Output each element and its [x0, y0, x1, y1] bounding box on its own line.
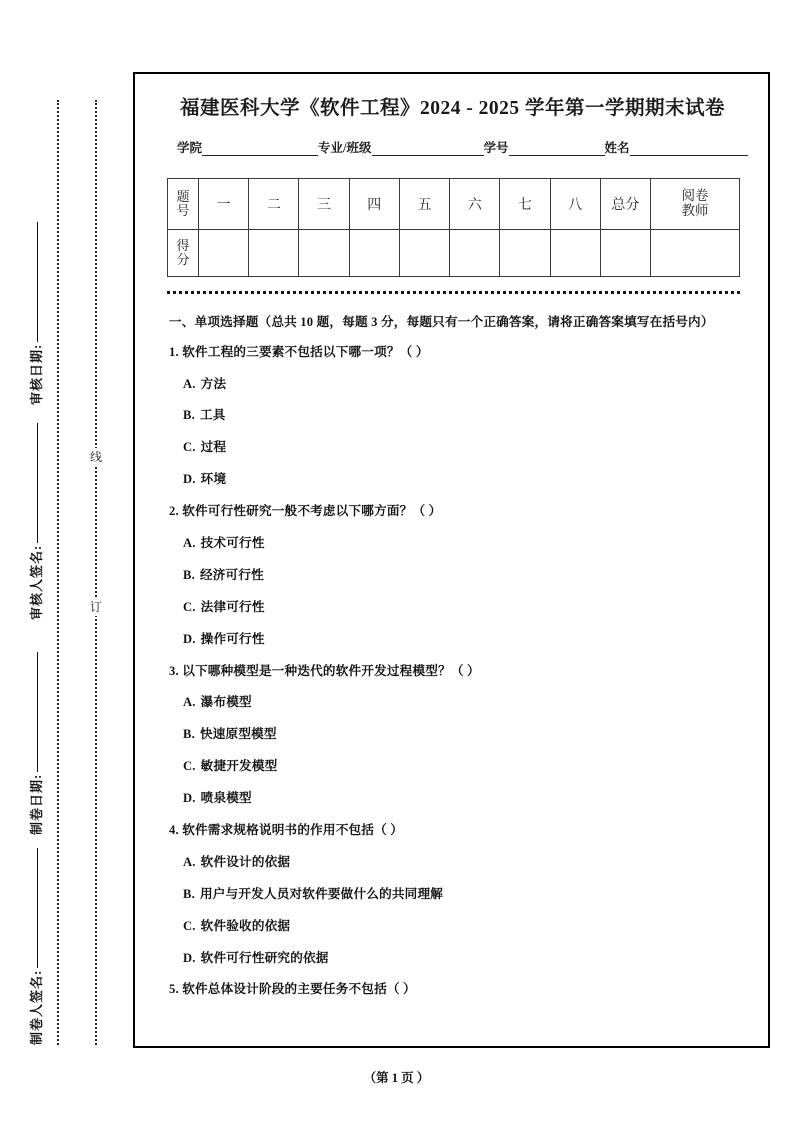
question-3-stem: 3. 以下哪种模型是一种迭代的软件开发过程模型？（ ） — [169, 663, 480, 678]
question-4-option-a-text: 软件设计的依据 — [200, 854, 291, 869]
question-3-option-a-key: A. — [183, 695, 196, 710]
margin-label-production-date-text: 制卷日期: — [29, 773, 44, 835]
score-cell-2[interactable] — [249, 230, 299, 277]
student-identity-row — [155, 138, 750, 156]
question-2-option-b-text: 经济可行性 — [199, 567, 264, 582]
question-1-option-d-key: D. — [183, 472, 196, 487]
question-4-option-c[interactable] — [183, 917, 734, 936]
left-margin-zone — [0, 0, 133, 1122]
margin-label-review-date-text: 审核日期: — [29, 343, 44, 405]
question-4-option-b-text: 用户与开发人员对软件要做什么的共同理解 — [199, 886, 444, 901]
score-table-rowhead-question-line1: 题 — [176, 189, 190, 205]
question-2-option-c[interactable] — [183, 598, 734, 617]
question-3-option-d-key: D. — [183, 791, 196, 806]
score-cell-grader[interactable] — [651, 230, 740, 277]
page-footer: （第 1 页 ） — [363, 1071, 430, 1085]
question-5-stem: 5. 软件总体设计阶段的主要任务不包括（ ） — [169, 982, 416, 997]
question-4-option-b-key: B. — [183, 886, 195, 901]
question-3-option-c-text: 敏捷开发模型 — [200, 759, 278, 774]
question-2-option-b-key: B. — [183, 567, 195, 582]
score-table-wrapper — [155, 178, 750, 277]
question-1-option-c-text: 过程 — [200, 440, 227, 455]
question-3-option-a-text: 瀑布模型 — [200, 695, 252, 710]
score-table-col-5: 五 — [399, 179, 449, 230]
page-title: 福建医科大学《软件工程》2024 - 2025 学年第一学期期末试卷 — [179, 98, 726, 119]
question-3-option-d-text: 喷泉模型 — [200, 791, 252, 806]
question-2-option-a[interactable] — [183, 534, 734, 553]
question-2-option-a-key: A. — [183, 536, 196, 550]
score-table-rowhead-score — [168, 230, 199, 277]
question-3-option-b-text: 快速原型模型 — [199, 727, 277, 742]
major-class-blank[interactable] — [372, 142, 484, 156]
question-1-option-c-key: C. — [183, 440, 196, 455]
exam-sheet — [133, 72, 770, 1048]
margin-label-producer-signature — [26, 725, 45, 1045]
question-4-option-a[interactable] — [183, 853, 734, 872]
question-3-option-d[interactable] — [183, 789, 734, 808]
question-1-stem: 1. 软件工程的三要素不包括以下哪一项？（ ） — [169, 344, 429, 359]
question-4-option-d-key: D. — [183, 950, 196, 965]
question-4-option-c-text: 软件验收的依据 — [200, 918, 291, 933]
question-1-option-b-text: 工具 — [199, 408, 226, 423]
score-cell-1[interactable] — [199, 230, 249, 277]
margin-dotted-line-inner — [95, 100, 97, 1045]
question-2-option-c-key: C. — [183, 599, 196, 614]
table-row-question-numbers — [168, 179, 740, 230]
score-table-col-7: 七 — [500, 179, 550, 230]
question-1-option-a-text: 方法 — [200, 376, 227, 391]
question-4-option-c-key: C. — [183, 918, 196, 933]
score-table-col-8: 八 — [550, 179, 600, 230]
question-1-option-a[interactable] — [183, 375, 734, 394]
college-field[interactable] — [177, 138, 318, 156]
grader-label-line2: 教师 — [681, 203, 709, 218]
score-table-col-2: 二 — [249, 179, 299, 230]
student-no-label: 学号 — [483, 141, 509, 155]
question-3-option-c[interactable] — [183, 757, 734, 776]
score-cell-6[interactable] — [450, 230, 500, 277]
major-class-label: 专业/班级 — [318, 141, 372, 155]
seam-bind-character: 订 — [87, 598, 105, 616]
question-3-option-c-key: C. — [183, 759, 196, 774]
question-1-option-c[interactable] — [183, 438, 734, 457]
question-4-stem: 4. 软件需求规格说明书的作用不包括（ ） — [169, 823, 404, 838]
question-4-option-b[interactable] — [183, 885, 734, 904]
margin-dotted-line-outer — [57, 100, 59, 1045]
college-blank[interactable] — [202, 142, 318, 156]
question-body — [155, 312, 750, 999]
score-cell-3[interactable] — [299, 230, 349, 277]
score-cell-8[interactable] — [550, 230, 600, 277]
student-no-blank[interactable] — [509, 142, 605, 156]
table-row-scores — [168, 230, 740, 277]
question-2-option-b[interactable] — [183, 566, 734, 585]
score-cell-7[interactable] — [500, 230, 550, 277]
question-1-option-b-key: B. — [183, 408, 195, 423]
question-4-option-d-text: 软件可行性研究的依据 — [200, 950, 329, 965]
major-class-field[interactable] — [318, 138, 483, 156]
student-no-field[interactable] — [484, 138, 605, 156]
score-table-col-6: 六 — [450, 179, 500, 230]
margin-label-producer-signature-text: 制卷人签名: — [29, 969, 44, 1045]
student-name-label: 姓名 — [604, 141, 630, 155]
question-4-option-d[interactable] — [183, 949, 734, 968]
margin-label-reviewer-signature-text: 审核人签名: — [29, 544, 44, 620]
question-2-option-d-key: D. — [183, 631, 196, 646]
question-1-option-d-text: 环境 — [200, 472, 227, 487]
seam-line-character: 线 — [87, 448, 105, 466]
section-heading: 一、单项选择题（总共 10 题，每题 3 分，每题只有一个正确答案，请将正确答案填写在括号内） — [169, 315, 714, 329]
score-table-rowhead-score-line1: 得 — [176, 238, 190, 254]
score-table-col-grader — [651, 179, 740, 230]
college-label: 学院 — [177, 141, 203, 155]
question-1-option-b[interactable] — [183, 406, 734, 425]
question-1-option-d[interactable] — [183, 470, 734, 489]
question-1-option-a-key: A. — [183, 376, 196, 391]
score-table-col-4: 四 — [349, 179, 399, 230]
score-table-col-1: 一 — [199, 179, 249, 230]
score-cell-total[interactable] — [600, 230, 650, 277]
score-table — [167, 178, 740, 277]
score-table-rowhead-question-line2: 号 — [176, 203, 190, 218]
score-cell-4[interactable] — [349, 230, 399, 277]
question-2-option-d[interactable] — [183, 630, 734, 649]
score-cell-5[interactable] — [399, 230, 449, 277]
score-table-rowhead-score-line2: 分 — [176, 252, 190, 267]
question-3-option-a[interactable] — [183, 693, 734, 712]
student-name-field[interactable] — [605, 138, 748, 156]
score-table-col-3: 三 — [299, 179, 349, 230]
margin-label-producer-signature-rule — [37, 848, 38, 968]
question-2-option-d-text: 操作可行性 — [200, 631, 265, 646]
question-3-option-b-key: B. — [183, 727, 195, 742]
question-2-option-a-text: 技术可行性 — [200, 536, 265, 550]
question-2-stem: 2. 软件可行性研究一般不考虑以下哪方面？（ ） — [169, 504, 442, 519]
student-name-blank[interactable] — [630, 142, 748, 156]
dotted-separator — [167, 291, 740, 294]
question-3-option-b[interactable] — [183, 725, 734, 744]
grader-label-line1: 阅卷 — [681, 188, 709, 204]
question-2-option-c-text: 法律可行性 — [200, 599, 265, 614]
score-table-rowhead-question — [168, 179, 199, 230]
score-table-col-total: 总分 — [600, 179, 650, 230]
question-4-option-a-key: A. — [183, 854, 196, 869]
